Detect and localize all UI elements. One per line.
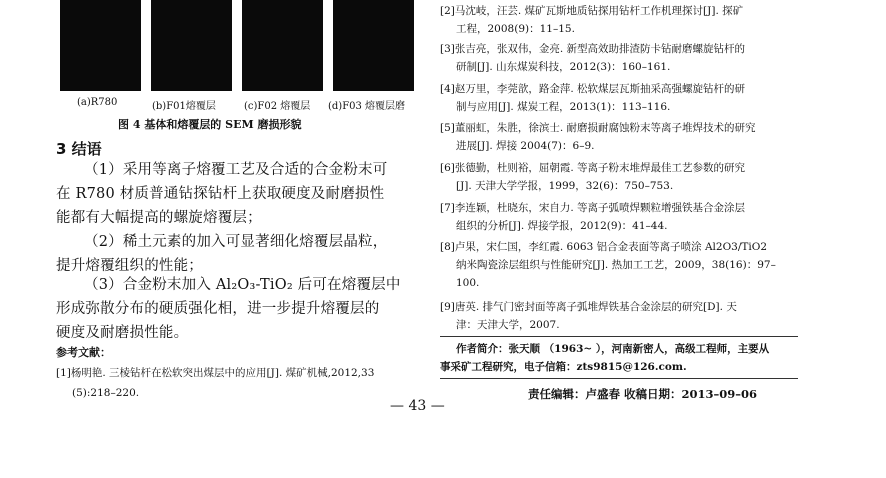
image-label-c: (c)F02 熔覆层 xyxy=(244,101,311,112)
reference-line: [4]赵万里，李莞歆，路金萍. 松软煤层瓦斯抽采高强螺旋钻杆的研 xyxy=(440,83,746,95)
reference-1 xyxy=(56,363,374,403)
figure-caption: 图 4 基体和熔覆层的 SEM 磨损形貌 xyxy=(118,118,302,131)
sem-image-b xyxy=(151,0,232,91)
conclusion-paragraph-3 xyxy=(56,273,414,345)
reference-line: [6]张德勤，杜则裕，屈朝霞. 等离子粉末堆焊最佳工艺参数的研究 xyxy=(440,162,746,174)
reference-line: [8]卢果，宋仁国，李红霞. 6063 铝合金表面等离子喷涂 Al2O3/TiO2 xyxy=(440,241,768,253)
reference-line: 研制[J]. 山东煤炭科技，2012(3)：160–161. xyxy=(456,61,671,73)
paragraph-line: 形成弥散分布的硬质强化相，进一步提升熔覆层的 xyxy=(56,301,380,317)
conclusion-paragraph-1 xyxy=(56,158,414,230)
reference-line: [7]李连颖，杜晓东，宋自力. 等离子弧喷焊颗粒增强铁基合金涂层 xyxy=(440,202,746,214)
reference-7 xyxy=(440,199,798,235)
sem-image-c xyxy=(242,0,323,91)
reference-line: 工程，2008(9)：11–15. xyxy=(456,23,575,35)
sem-image-d xyxy=(333,0,414,91)
paragraph-line: （1）采用等离子熔覆工艺及合适的合金粉末可 xyxy=(84,162,388,178)
reference-line: [9]唐英. 排气门密封面等离子弧堆焊铁基合金涂层的研究[D]. 天 xyxy=(440,301,737,313)
author-note xyxy=(440,340,769,376)
reference-line: 制与应用[J]. 煤炭工程，2013(1)：113–116. xyxy=(456,101,671,113)
reference-line: 纳米陶瓷涂层组织与性能研究[J]. 热加工工艺，2009，38(16)：97– xyxy=(456,259,776,271)
figure-4-images xyxy=(60,0,410,92)
reference-4 xyxy=(440,80,798,116)
conclusion-paragraph-2 xyxy=(56,230,414,278)
references-title: 参考文献： xyxy=(56,346,111,359)
reference-line: [2]马沈岐，汪芸. 煤矿瓦斯地质钻探用钻杆工作机理探讨[J]. 探矿 xyxy=(440,5,744,17)
paragraph-line: 硬度及耐磨损性能。 xyxy=(56,325,189,341)
reference-line: [J]. 天津大学学报，1999，32(6)：750–753. xyxy=(456,180,674,192)
author-note-line: 作者简介：张天顺 （1963~ ），河南新密人，高级工程师，主要从 xyxy=(456,343,770,355)
paragraph-line: （2）稀土元素的加入可显著细化熔覆层晶粒， xyxy=(84,234,388,250)
page-number: — 43 — xyxy=(390,398,445,414)
reference-line: [5]董丽虹，朱胜，徐滨士. 耐磨损耐腐蚀粉末等离子堆焊技术的研究 xyxy=(440,122,756,134)
paragraph-line: 提升熔覆组织的性能； xyxy=(56,258,203,274)
reference-8 xyxy=(440,238,798,292)
paragraph-line: 在 R780 材质普通钻探钻杆上获取硬度及耐磨损性 xyxy=(56,186,385,202)
sem-image-a xyxy=(60,0,141,91)
divider xyxy=(440,378,798,379)
reference-9 xyxy=(440,298,798,334)
reference-line: 进展[J]. 焊接 2004(7)：6–9. xyxy=(456,140,595,152)
reference-2 xyxy=(440,2,798,38)
section-title: 3 结语 xyxy=(56,140,102,158)
reference-line: 组织的分析[J]. 焊接学报，2012(9)：41–44. xyxy=(456,220,668,232)
reference-6 xyxy=(440,159,798,195)
editor-line: 责任编辑：卢盛春 收稿日期：2013–09–06 xyxy=(528,387,758,401)
paragraph-line: 能都有大幅提高的螺旋熔覆层； xyxy=(56,210,262,226)
paragraph-line: （3）合金粉末加入 Al₂O₃-TiO₂ 后可在熔覆层中 xyxy=(84,277,401,293)
image-label-b: (b)F01熔覆层 xyxy=(152,101,216,112)
reference-line: 100. xyxy=(456,277,480,289)
reference-line: [1]杨明艳. 三棱钻杆在松软突出煤层中的应用[J]. 煤矿机械,2012,33 xyxy=(56,367,375,379)
reference-line: 津：天津大学，2007. xyxy=(456,319,560,331)
divider xyxy=(440,336,798,337)
reference-3 xyxy=(440,40,798,76)
reference-line: [3]张吉亮，张双伟，金亮. 新型高效助排渣防卡钻耐磨螺旋钻杆的 xyxy=(440,43,746,55)
image-label-d: (d)F03 熔覆层磨 xyxy=(328,101,406,112)
image-label-a: (a)R780 xyxy=(77,97,118,108)
reference-line: (5):218–220. xyxy=(72,387,140,399)
reference-5 xyxy=(440,119,798,155)
author-note-line: 事采矿工程研究，电子信箱：zts9815@126.com. xyxy=(440,361,687,373)
